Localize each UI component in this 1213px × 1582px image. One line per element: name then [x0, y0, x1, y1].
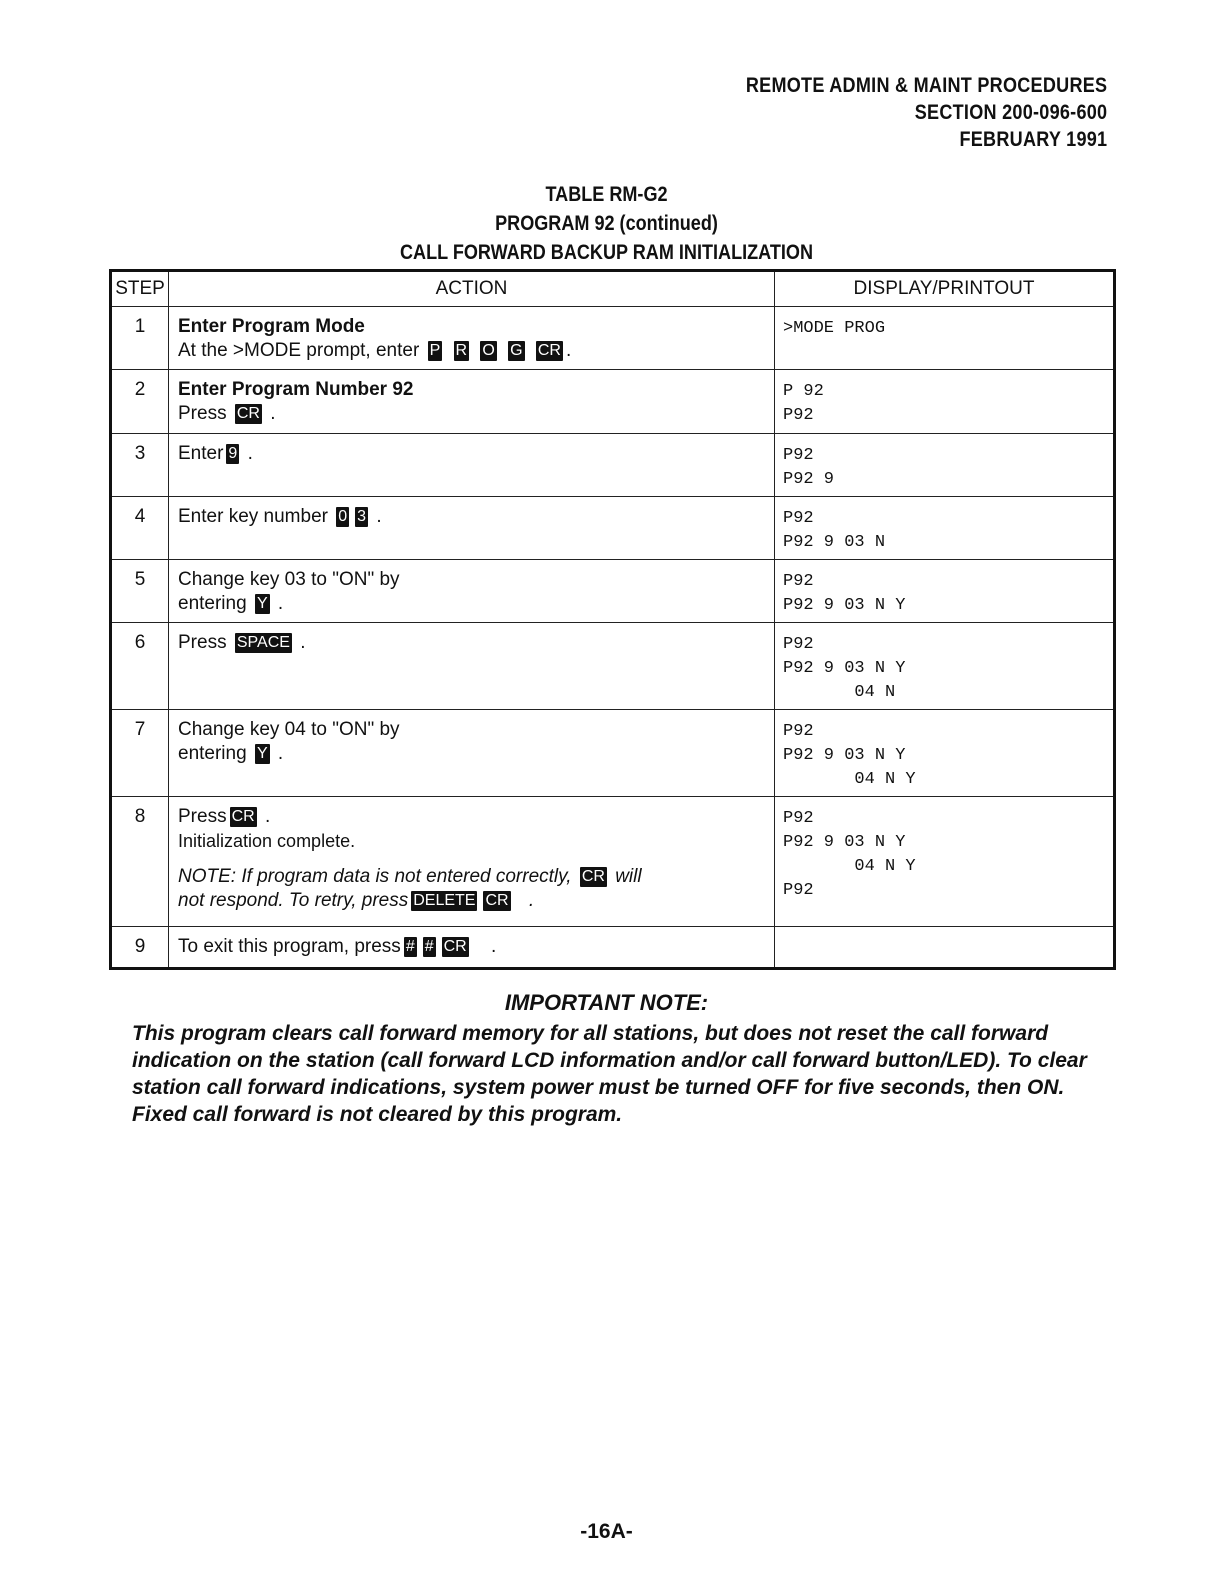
- important-note-heading: IMPORTANT NOTE:: [504, 990, 709, 1015]
- col-step-header: STEP: [111, 271, 169, 307]
- action-text: [178, 592, 766, 616]
- action-instruction: Press: [178, 806, 227, 827]
- key-cr: CR: [581, 868, 605, 885]
- table-title: [0, 180, 1213, 267]
- table-row: [111, 497, 1115, 560]
- key-cr: CR: [236, 405, 260, 422]
- table-row: [111, 560, 1115, 623]
- period: .: [491, 936, 497, 957]
- action-cell: [169, 710, 775, 797]
- action-cell: [169, 497, 775, 560]
- display-cell: P 92 P92: [775, 370, 1115, 434]
- note-text: not respond. To retry, press: [178, 890, 409, 911]
- action-cell: [169, 307, 775, 370]
- display-cell: [775, 927, 1115, 969]
- step-number: 8: [111, 797, 169, 927]
- header-line-3: FEBRUARY 1991: [959, 128, 1107, 151]
- title-line-3: CALL FORWARD BACKUP RAM INITIALIZATION: [399, 241, 814, 264]
- key-g: G: [510, 342, 523, 359]
- period: .: [270, 403, 276, 424]
- action-text-line: Change key 04 to "ON" by: [178, 719, 400, 740]
- display-cell: P92 P92 9: [775, 434, 1115, 497]
- step-number: 6: [111, 623, 169, 710]
- display-cell: P92 P92 9 03 N Y 04 N Y: [775, 710, 1115, 797]
- step-number: 4: [111, 497, 169, 560]
- table-row: [111, 434, 1115, 497]
- action-instruction: At the >MODE prompt, enter: [178, 340, 420, 361]
- key-o: O: [482, 342, 495, 359]
- procedure-table: [109, 269, 1116, 970]
- header-line-2: SECTION 200-096-600: [914, 101, 1107, 124]
- note-text: will: [615, 866, 642, 887]
- period: .: [300, 632, 306, 653]
- display-cell: P92 P92 9 03 N Y 04 N: [775, 623, 1115, 710]
- period: .: [565, 340, 572, 361]
- page-number: -16A-: [580, 1520, 633, 1543]
- display-cell: >MODE PROG: [775, 307, 1115, 370]
- step-number: 1: [111, 307, 169, 370]
- action-instruction: entering: [178, 593, 247, 614]
- key-delete: DELETE: [413, 892, 476, 909]
- action-instruction: Enter: [178, 443, 224, 464]
- display-cell: P92 P92 9 03 N Y: [775, 560, 1115, 623]
- table-row: [111, 927, 1115, 969]
- step-number: 5: [111, 560, 169, 623]
- action-text: [178, 805, 766, 829]
- action-text: [178, 339, 766, 363]
- action-instruction: To exit this program, press: [178, 936, 401, 957]
- header-line-1: REMOTE ADMIN & MAINT PROCEDURES: [745, 74, 1107, 97]
- col-display-header: DISPLAY/PRINTOUT: [775, 271, 1115, 307]
- action-text: [178, 402, 766, 426]
- action-cell: [169, 560, 775, 623]
- action-title: Enter Program Number 92: [178, 379, 414, 400]
- key-3: 3: [357, 508, 367, 525]
- key-hash: #: [405, 938, 415, 955]
- period: .: [528, 890, 535, 911]
- key-cr: CR: [537, 342, 561, 359]
- step-number: 2: [111, 370, 169, 434]
- key-p: P: [429, 342, 441, 359]
- display-cell: P92 P92 9 03 N Y 04 N Y P92: [775, 797, 1115, 927]
- period: .: [277, 593, 284, 614]
- note: [178, 865, 766, 913]
- key-space: SPACE: [236, 634, 290, 651]
- important-note-body: This program clears call forward memory for all stations, but does not reset the call forward indication on the station (call forward LCD information and/or call forward button/LED). To clear station call forward indications, system power must be turned OFF for five seconds, then ON. Fixed call forward is not cleared by this program.: [132, 1022, 1087, 1126]
- title-line-1: TABLE RM-G2: [545, 183, 668, 206]
- key-y: Y: [256, 595, 268, 612]
- table-row: [111, 307, 1115, 370]
- note-text: NOTE: If program data is not entered correctly,: [178, 866, 572, 887]
- table-row: [111, 370, 1115, 434]
- table-row: [111, 623, 1115, 710]
- col-action-header: ACTION: [169, 271, 775, 307]
- key-cr: CR: [485, 892, 509, 909]
- key-y: Y: [256, 745, 268, 762]
- period: .: [247, 443, 253, 464]
- action-instruction: Press: [178, 632, 227, 653]
- action-cell: [169, 370, 775, 434]
- table-row: [111, 797, 1115, 927]
- document-header: [745, 72, 1107, 153]
- key-r: R: [455, 342, 468, 359]
- table-header-row: [111, 271, 1115, 307]
- action-text-line: Change key 03 to "ON" by: [178, 569, 400, 590]
- period: .: [264, 806, 271, 827]
- action-cell: [169, 927, 775, 969]
- table-row: [111, 710, 1115, 797]
- action-title: Enter Program Mode: [178, 316, 365, 337]
- period: .: [376, 506, 382, 527]
- key-hash: #: [424, 938, 434, 955]
- key-9: 9: [228, 445, 238, 462]
- action-cell: [169, 623, 775, 710]
- period: .: [277, 743, 284, 764]
- action-cell: [169, 434, 775, 497]
- action-instruction: entering: [178, 743, 247, 764]
- key-0: 0: [338, 508, 348, 525]
- step-number: 7: [111, 710, 169, 797]
- action-instruction: Press: [178, 403, 227, 424]
- display-cell: P92 P92 9 03 N: [775, 497, 1115, 560]
- key-cr: CR: [443, 938, 467, 955]
- key-cr: CR: [231, 808, 255, 825]
- action-instruction: Enter key number: [178, 506, 328, 527]
- action-text: [178, 742, 766, 766]
- step-number: 9: [111, 927, 169, 969]
- action-text-line: Initialization complete.: [178, 831, 356, 851]
- title-line-2: PROGRAM 92 (continued): [495, 212, 718, 235]
- action-cell: [169, 797, 775, 927]
- step-number: 3: [111, 434, 169, 497]
